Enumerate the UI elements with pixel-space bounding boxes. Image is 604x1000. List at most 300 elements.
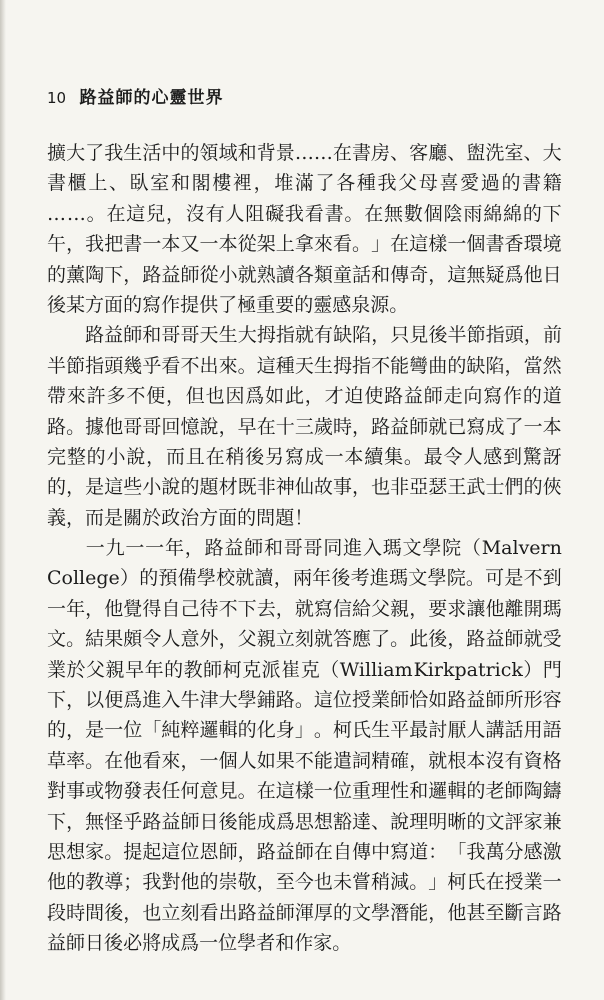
glyph: 位 [123, 719, 143, 742]
glyph: 他 [447, 901, 467, 924]
glyph: 洗 [485, 142, 505, 164]
glyph: 性 [390, 780, 410, 803]
glyph: 見 [218, 780, 238, 803]
glyph: 能 [409, 901, 429, 924]
glyph: 天 [294, 354, 314, 377]
glyph: 日 [542, 263, 562, 286]
glyph: 瑟 [428, 476, 448, 499]
glyph: 爲 [275, 810, 295, 833]
glyph: 最 [409, 719, 429, 742]
glyph: 要 [275, 293, 295, 316]
glyph: 寫 [284, 445, 304, 468]
glyph: 一 [47, 597, 67, 620]
glyph: 和 [170, 172, 190, 195]
glyph: 這 [256, 354, 276, 377]
glyph: 大 [218, 689, 238, 712]
glyph: 。 [409, 871, 429, 894]
glyph: 作 [503, 385, 523, 408]
glyph: 率 [66, 749, 86, 772]
glyph: 輯 [218, 719, 238, 742]
glyph: 入 [362, 537, 382, 560]
glyph: 者 [256, 932, 276, 955]
glyph: 爲 [504, 263, 524, 286]
glyph: 後 [104, 932, 124, 955]
glyph: 我 [466, 840, 486, 863]
glyph: 香 [504, 233, 524, 256]
glyph: 格 [542, 749, 562, 772]
glyph: 覺 [123, 597, 143, 620]
glyph: 成 [304, 445, 324, 468]
glyph: 能 [313, 749, 333, 772]
glyph: 時 [332, 415, 352, 438]
glyph: 減 [390, 871, 410, 894]
glyph: 十 [275, 415, 295, 438]
glyph: ， [504, 354, 524, 377]
glyph: 是 [85, 719, 105, 742]
glyph: 家 [313, 932, 333, 955]
glyph: 感 [483, 445, 503, 468]
glyph: 房 [371, 142, 391, 164]
glyph: ， [304, 385, 324, 408]
glyph: 學 [422, 537, 442, 560]
glyph: 閣 [191, 172, 211, 195]
glyph: 個 [218, 749, 238, 772]
glyph: 崔 [281, 658, 301, 681]
glyph: 無 [85, 810, 105, 833]
glyph: 恰 [409, 689, 429, 712]
glyph: 奇 [409, 263, 429, 286]
glyph: 歲 [313, 415, 333, 438]
glyph: 領 [199, 142, 219, 164]
glyph: ， [447, 628, 467, 651]
glyph: 達 [352, 810, 372, 833]
glyph: 路 [371, 415, 391, 438]
glyph: 院 [442, 537, 462, 560]
text-line [47, 655, 562, 685]
glyph: 。 [104, 840, 124, 863]
glyph: 童 [332, 263, 352, 286]
glyph: ， [218, 415, 238, 438]
glyph: 一 [145, 537, 165, 560]
glyph: 激 [542, 840, 562, 863]
glyph: ， [352, 415, 372, 438]
glyph: 果 [275, 749, 295, 772]
running-header [47, 88, 224, 108]
glyph: 題 [199, 476, 219, 499]
glyph: 學 [196, 567, 216, 590]
glyph: 帶 [47, 385, 67, 408]
glyph: 一 [104, 719, 124, 742]
glyph: 給 [352, 597, 372, 620]
glyph: 我 [377, 172, 397, 195]
glyph: 看 [199, 901, 219, 924]
glyph: 書 [47, 172, 67, 195]
glyph: 上 [275, 233, 295, 256]
glyph: 中 [371, 840, 391, 863]
glyph: 學 [427, 567, 447, 590]
page-number: 10 [47, 89, 67, 107]
glyph: 過 [480, 172, 500, 195]
glyph: 人 [466, 719, 486, 742]
glyph: 進 [369, 567, 389, 590]
glyph: 要 [428, 597, 448, 620]
glyph: 彎 [409, 354, 429, 377]
glyph: 他 [104, 415, 124, 438]
glyph: 師 [409, 415, 429, 438]
glyph: 想 [313, 810, 333, 833]
glyph: 了 [315, 172, 335, 195]
glyph: 師 [504, 628, 524, 651]
glyph: 到 [542, 567, 562, 590]
glyph: 頭 [504, 324, 524, 347]
glyph: 這 [161, 840, 181, 863]
glyph: 遣 [332, 749, 352, 772]
glyph: 陷 [485, 354, 505, 377]
glyph: 「 [142, 719, 162, 742]
glyph: 入 [161, 689, 181, 712]
glyph: 年 [66, 597, 86, 620]
glyph: 想 [66, 840, 86, 863]
glyph: 哥 [123, 415, 143, 438]
text-line [47, 503, 562, 533]
glyph: 精 [371, 749, 391, 772]
glyph: 和 [142, 324, 162, 347]
glyph: 他 [47, 871, 67, 894]
glyph: 來 [161, 749, 181, 772]
glyph: 櫃 [67, 172, 87, 195]
glyph: 父 [237, 628, 257, 651]
text-line [47, 229, 562, 259]
glyph: 道 [542, 385, 562, 408]
glyph: 多 [106, 385, 126, 408]
glyph: 討 [428, 719, 448, 742]
glyph: 便 [146, 385, 166, 408]
glyph: 說 [161, 476, 181, 499]
glyph: 敬 [237, 871, 257, 894]
glyph: 憶 [180, 415, 200, 438]
glyph: 盥 [466, 142, 486, 164]
glyph: 故 [313, 476, 333, 499]
glyph: 萬 [485, 840, 505, 863]
glyph: 令 [142, 628, 162, 651]
glyph: 提 [180, 293, 200, 316]
glyph: 供 [199, 293, 219, 316]
glyph: 以 [85, 689, 105, 712]
glyph: 既 [237, 476, 257, 499]
glyph: 克 [242, 658, 262, 681]
glyph: ， [428, 901, 448, 924]
glyph: 書 [351, 142, 371, 164]
glyph: 一 [447, 233, 467, 256]
glyph: 完 [47, 445, 67, 468]
glyph: 另 [265, 445, 285, 468]
glyph: 何 [180, 780, 200, 803]
glyph: ， [275, 597, 295, 620]
glyph: 評 [504, 810, 524, 833]
glyph: 廳 [428, 142, 448, 164]
glyph: 一 [199, 233, 219, 256]
glyph: 粹 [180, 719, 200, 742]
glyph: 臥 [129, 172, 149, 195]
glyph: 他 [180, 871, 200, 894]
glyph: 來 [218, 354, 238, 377]
glyph: 的 [523, 476, 543, 499]
glyph: 不 [180, 354, 200, 377]
glyph: 曲 [428, 354, 448, 377]
glyph: 校 [216, 567, 236, 590]
glyph: 。 [85, 749, 105, 772]
glyph: 面 [218, 506, 238, 529]
glyph: 瑪 [382, 537, 402, 560]
glyph: 感 [523, 840, 543, 863]
text-line [47, 412, 562, 442]
glyph: 三 [294, 415, 314, 438]
glyph: 爲 [180, 932, 200, 955]
glyph: 如 [256, 749, 276, 772]
glyph: 斷 [504, 901, 524, 924]
glyph: 兒 [146, 202, 166, 225]
glyph: 小 [106, 445, 126, 468]
glyph: ， [273, 567, 293, 590]
glyph: 這 [104, 476, 124, 499]
glyph: 物 [104, 780, 124, 803]
glyph: 必 [123, 932, 143, 955]
glyph: 說 [199, 415, 219, 438]
glyph: 後 [47, 293, 67, 316]
glyph: 段 [47, 901, 67, 924]
glyph: ， [66, 719, 86, 742]
glyph: 的 [180, 476, 200, 499]
glyph: 成 [485, 415, 505, 438]
glyph: 整 [66, 445, 86, 468]
glyph: 最 [423, 445, 443, 468]
glyph: 某 [66, 293, 86, 316]
glyph: 。 [294, 689, 314, 712]
glyph: 又 [180, 233, 200, 256]
glyph: 」 [371, 233, 391, 256]
glyph: 前 [542, 324, 562, 347]
glyph: 求 [447, 597, 467, 620]
glyph: 室 [150, 172, 170, 195]
glyph: 路 [447, 689, 467, 712]
glyph: 缺 [333, 324, 353, 347]
glyph: 氏 [466, 871, 486, 894]
glyph: 方 [199, 506, 219, 529]
glyph: 回 [161, 415, 181, 438]
glyph: 據 [85, 415, 105, 438]
glyph: 非 [256, 476, 276, 499]
glyph: 的 [123, 293, 143, 316]
glyph: 思 [294, 810, 314, 833]
glyph: 確 [390, 749, 410, 772]
glyph: 氏 [352, 719, 372, 742]
glyph: 。 [313, 719, 333, 742]
glyph: 本 [161, 233, 181, 256]
glyph: 方 [85, 293, 105, 316]
glyph: 語 [542, 719, 562, 742]
glyph: 出 [218, 901, 238, 924]
glyph: ， [352, 476, 372, 499]
glyph: 後 [428, 628, 448, 651]
glyph: 向 [463, 385, 483, 408]
glyph: 們 [504, 476, 524, 499]
glyph: 籍 [542, 172, 562, 195]
glyph: 王 [447, 476, 467, 499]
glyph: 中 [161, 142, 181, 164]
glyph: 也 [142, 901, 162, 924]
glyph: 了 [218, 293, 238, 316]
glyph: 到 [503, 445, 523, 468]
glyph: 。 [66, 415, 86, 438]
glyph: 言 [523, 901, 543, 924]
glyph: 便 [104, 689, 124, 712]
text-line [47, 807, 562, 837]
glyph: 寫 [142, 293, 162, 316]
glyph: 就 [313, 628, 333, 651]
glyph: 在 [485, 871, 505, 894]
glyph: 然 [542, 354, 562, 377]
glyph: 草 [47, 749, 67, 772]
glyph: 上 [88, 172, 108, 195]
text-line [47, 168, 562, 198]
glyph: 指 [352, 354, 372, 377]
glyph: 種 [356, 172, 376, 195]
glyph: 數 [403, 202, 423, 225]
glyph: 下 [237, 597, 257, 620]
glyph: 哥 [303, 537, 323, 560]
glyph: 能 [237, 810, 257, 833]
glyph: 。 [389, 293, 409, 316]
glyph: 礙 [265, 202, 285, 225]
glyph: 日 [85, 932, 105, 955]
text-line [47, 685, 562, 715]
glyph: 詞 [352, 749, 372, 772]
glyph: 家 [85, 840, 105, 863]
glyph: 有 [314, 324, 334, 347]
glyph: 道 [409, 840, 429, 863]
glyph: ， [146, 445, 166, 468]
glyph: 一 [199, 749, 219, 772]
glyph: 節 [66, 354, 86, 377]
glyph: 意 [199, 780, 219, 803]
glyph: 路 [204, 537, 224, 560]
glyph: 架 [256, 233, 276, 256]
glyph: 重 [256, 293, 276, 316]
glyph: 、 [390, 142, 410, 164]
glyph: 如 [265, 385, 285, 408]
glyph: 非 [390, 476, 410, 499]
paragraph-indent [47, 533, 85, 563]
glyph: 就 [237, 263, 257, 286]
glyph: 老 [485, 780, 505, 803]
glyph: 一 [125, 537, 145, 560]
glyph: 益 [485, 628, 505, 651]
glyph: 環 [523, 233, 543, 256]
glyph: 於 [66, 658, 86, 681]
glyph: 生 [218, 324, 238, 347]
glyph: ， [218, 628, 238, 651]
glyph: 業 [523, 871, 543, 894]
glyph: 嘗 [352, 871, 372, 894]
glyph: 父 [398, 172, 418, 195]
glyph: 而 [85, 506, 105, 529]
text-line [47, 867, 562, 897]
glyph: 親 [256, 628, 276, 651]
glyph: 寫 [390, 840, 410, 863]
text-line [47, 533, 562, 563]
glyph: 益 [275, 840, 295, 863]
glyph: 事 [66, 780, 86, 803]
glyph: 源 [370, 293, 390, 316]
glyph: 已 [447, 415, 467, 438]
glyph: 門 [542, 658, 562, 681]
glyph: 當 [523, 354, 543, 377]
glyph: 問 [256, 506, 276, 529]
glyph: 對 [161, 871, 181, 894]
glyph: 使 [364, 385, 384, 408]
glyph: 早 [125, 658, 145, 681]
glyph: 作 [161, 293, 181, 316]
glyph: 早 [237, 415, 257, 438]
glyph: 武 [466, 476, 486, 499]
text-line [47, 715, 562, 745]
glyph: 親 [105, 658, 125, 681]
glyph: 和 [275, 932, 295, 955]
glyph: 提 [123, 840, 143, 863]
glyph: 業 [371, 689, 391, 712]
glyph: 在 [256, 780, 276, 803]
glyph: 不 [294, 749, 314, 772]
glyph: 看 [142, 749, 162, 772]
glyph: 兩 [292, 567, 312, 590]
glyph: 益 [403, 385, 423, 408]
glyph: ， [409, 597, 429, 620]
glyph: 種 [275, 354, 295, 377]
glyph: 益 [161, 810, 181, 833]
glyph: 將 [142, 932, 162, 955]
text-line [47, 290, 562, 320]
glyph: 後 [218, 810, 238, 833]
glyph: 滿 [294, 172, 314, 195]
glyph: 陶 [85, 263, 105, 286]
glyph: 我 [284, 202, 304, 225]
glyph: 刻 [180, 901, 200, 924]
glyph: 就 [428, 749, 448, 772]
glyph: 了 [504, 415, 524, 438]
glyph: ， [66, 506, 86, 529]
glyph: 信 [332, 597, 352, 620]
glyph: 幾 [123, 354, 143, 377]
glyph: 大 [66, 142, 86, 164]
glyph: 講 [485, 719, 505, 742]
glyph: 路 [466, 628, 486, 651]
glyph: 陰 [443, 202, 463, 225]
glyph: 在 [205, 445, 225, 468]
glyph: 哥 [161, 324, 181, 347]
glyph: 半 [447, 324, 467, 347]
glyph: 看 [304, 202, 324, 225]
glyph: 師 [504, 780, 524, 803]
glyph: 邏 [199, 719, 219, 742]
glyph: 在 [104, 749, 124, 772]
glyph: 文 [485, 810, 505, 833]
glyph: ， [428, 263, 448, 286]
glyph: 一 [199, 932, 219, 955]
glyph: 和 [237, 142, 257, 164]
glyph: 身 [275, 719, 295, 742]
glyph: 平 [390, 719, 410, 742]
glyph: ， [180, 749, 200, 772]
